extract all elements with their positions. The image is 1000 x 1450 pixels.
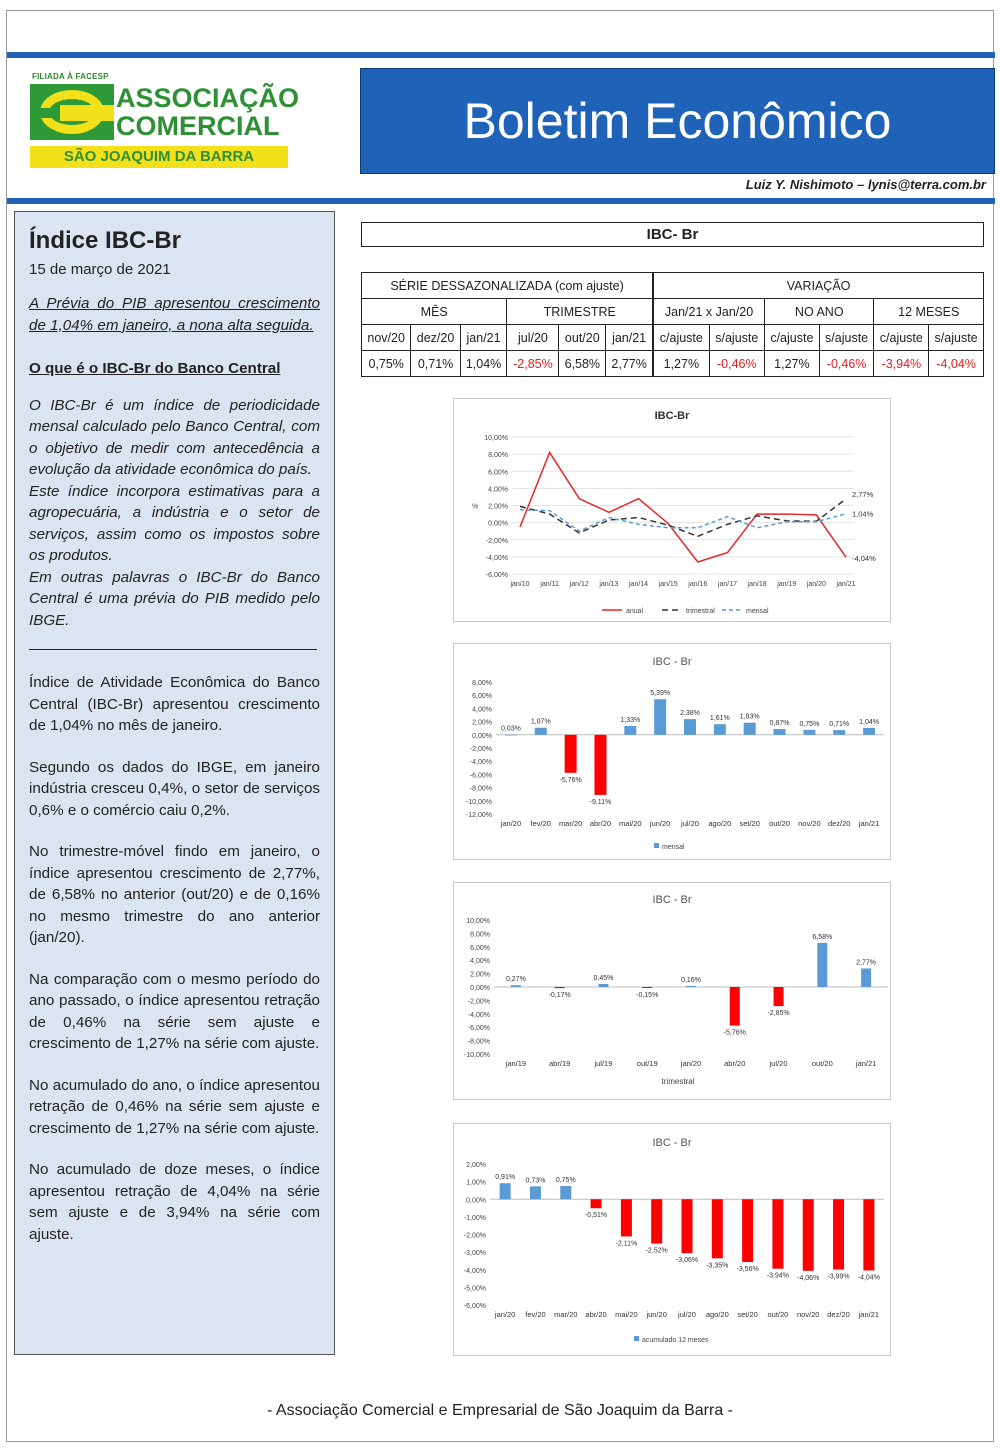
article-subhead: O que é o IBC-Br do Banco Central (29, 360, 281, 377)
bar (772, 1199, 783, 1268)
x-tick-label: dez/20 (827, 819, 851, 828)
bar (833, 730, 845, 735)
y-tick-label: 2,00% (470, 971, 490, 979)
table-cell: -2,85% (507, 351, 559, 377)
logo-city: SÃO JOAQUIM DA BARRA (30, 146, 288, 168)
chart-line-ibc (453, 398, 891, 622)
table-cell: -0,46% (819, 351, 874, 377)
y-tick-label: -6,00% (463, 1303, 486, 1310)
body-paragraph: No acumulado de doze meses, o índice apresentou retração de 4,04% na série sem ajuste e de 3,94% na série com ajuste. (29, 1161, 320, 1243)
data-label: -2,11% (615, 1240, 638, 1248)
table-column-header: s/ajuste (929, 325, 984, 351)
x-tick-label: jan/16 (688, 581, 708, 588)
y-tick-label: 4,00% (472, 706, 492, 714)
y-tick-label: -2,00% (469, 746, 492, 753)
table-column-header: out/20 (559, 325, 606, 351)
x-tick-label: mai/20 (615, 1310, 638, 1319)
y-tick-label: -2,00% (485, 537, 508, 545)
y-tick-label: -3,00% (463, 1250, 486, 1258)
table-cell: -4,04% (929, 351, 984, 377)
y-tick-label: -2,00% (467, 998, 490, 1006)
author-line: Luiz Y. Nishimoto – lynis@terra.com.br (745, 177, 986, 192)
x-tick-label: jan/13 (599, 581, 619, 588)
data-label: 0,45% (593, 974, 614, 982)
x-tick-label: ago/20 (708, 819, 732, 828)
bar (742, 1199, 753, 1262)
bottom-rule (7, 198, 995, 204)
table-column-header: jul/20 (507, 325, 559, 351)
bar-chart-svg (454, 1124, 890, 1355)
x-tick-label: jan/10 (510, 581, 530, 588)
bar (642, 987, 652, 988)
x-tick-label: fev/20 (525, 1310, 546, 1319)
table-cell: 1,27% (765, 351, 820, 377)
x-tick-label: jul/20 (769, 1059, 788, 1068)
data-label: 0,27% (505, 976, 526, 984)
article-sidebar (14, 211, 335, 1355)
bar (654, 699, 666, 735)
table-column-header: jan/21 (606, 325, 653, 351)
article-lead: A Prévia do PIB apresentou crescimento de 1,04% em janeiro, a nona alta seguida. (29, 295, 320, 334)
series-line-trimestral (520, 499, 846, 536)
table-subheader: MÊS (362, 299, 507, 325)
y-tick-label: 0,00% (470, 985, 490, 992)
x-tick-label: nov/20 (798, 819, 821, 828)
table-cell: 2,77% (606, 351, 653, 377)
data-label: 0,71% (829, 721, 850, 729)
article-title: Índice IBC-Br (29, 227, 182, 254)
table-subheader: 12 MESES (874, 299, 984, 325)
table-column-header: s/ajuste (709, 325, 764, 351)
table-column-headers (362, 325, 984, 351)
chart-bar-mensal (453, 643, 891, 860)
y-tick-label: -4,00% (463, 1267, 486, 1275)
x-tick-label: jan/21 (858, 819, 880, 828)
table-cell: -0,46% (709, 351, 764, 377)
body-paragraph: Índice de Atividade Econômica do Banco Central (IBC-Br) apresentou crescimento de 1,04% no mês de janeiro. (29, 674, 320, 734)
y-tick-label: -4,00% (469, 759, 492, 767)
x-tick-label: set/20 (737, 1310, 758, 1319)
y-tick-label: 2,00% (472, 719, 492, 727)
body-paragraph: No trimestre-móvel findo em janeiro, o índice apresentou crescimento de 2,77%, de 6,58% no anterior (out/20) e de 0,16% no mesmo trimestre do ano anterior (jan/20). (29, 843, 320, 946)
ibc-summary-table (361, 272, 984, 377)
table-cell: 6,58% (559, 351, 606, 377)
y-tick-label: 2,00% (466, 1162, 486, 1169)
article-date: 15 de março de 2021 (29, 261, 171, 278)
data-label: -3,06% (675, 1257, 699, 1265)
table-cell: 0,75% (362, 351, 411, 377)
chart-bar-12meses (453, 1123, 891, 1356)
line-chart-svg (454, 399, 890, 621)
legend-label: mensal (662, 844, 685, 851)
bar (730, 987, 740, 1026)
data-label: -3,94% (766, 1272, 790, 1280)
bar (684, 719, 696, 735)
data-label: 6,58% (812, 933, 833, 941)
data-label: 1,83% (739, 713, 760, 721)
bar (686, 986, 696, 987)
bar (598, 984, 608, 987)
bar (833, 1199, 844, 1269)
x-tick-label: jul/20 (681, 819, 699, 828)
x-tick-label: out/19 (636, 1059, 658, 1068)
x-tick-label: jan/21 (858, 1310, 880, 1319)
y-tick-label: -5,00% (463, 1285, 486, 1293)
data-label: -3,56% (736, 1265, 759, 1273)
definition-paragraph: O IBC-Br é um índice de periodicidade mensal calculado pelo Banco Central, com o objetivo de medir com antecedência a evolução da atividade econômica do país. (29, 396, 320, 478)
bar (505, 735, 517, 736)
bar (594, 735, 606, 795)
chart-title: IBC-Br (654, 410, 690, 422)
bar (774, 987, 784, 1006)
data-label: -5,76% (559, 776, 582, 784)
data-label: 2,77% (852, 489, 874, 499)
x-tick-label: out/20 (769, 819, 790, 828)
x-tick-label: jul/19 (594, 1059, 613, 1068)
x-tick-label: abr/20 (589, 819, 612, 828)
y-tick-label: -2,00% (463, 1232, 486, 1240)
table-group-header: SÉRIE DESSAZONALIZADA (com ajuste) (362, 273, 654, 299)
table-cell: -3,94% (874, 351, 929, 377)
x-tick-label: jun/20 (646, 1310, 667, 1319)
y-tick-label: 1,00% (466, 1179, 486, 1187)
x-tick-label: jan/15 (658, 581, 678, 588)
chart-title: IBC - Br (652, 894, 692, 906)
x-tick-label: jan/18 (747, 581, 767, 588)
data-label: 0,03% (500, 725, 521, 733)
y-tick-label: 10,00% (484, 435, 508, 442)
association-logo (30, 72, 300, 168)
y-tick-label: 6,00% (488, 469, 508, 477)
bar (861, 968, 871, 987)
x-tick-label: mai/20 (619, 819, 642, 828)
y-tick-label: 4,00% (488, 486, 508, 494)
y-tick-label: -1,00% (463, 1214, 486, 1222)
y-tick-label: 8,00% (470, 931, 490, 939)
legend-swatch (654, 843, 659, 848)
data-label: 2,77% (856, 959, 877, 967)
data-label: 1,61% (709, 715, 730, 723)
y-tick-label: -6,00% (467, 1025, 490, 1033)
data-label: -0,15% (636, 992, 659, 1000)
data-label: 0,91% (495, 1174, 516, 1182)
x-tick-label: mar/20 (554, 1310, 578, 1319)
x-tick-label: jun/20 (649, 819, 671, 828)
x-tick-label: jan/21 (855, 1059, 877, 1068)
data-label: -5,76% (723, 1029, 746, 1037)
data-label: 0,75% (555, 1177, 576, 1185)
legend-label: anual (626, 608, 644, 615)
bar (500, 1183, 511, 1199)
bar (624, 726, 636, 735)
bar (774, 729, 786, 735)
table-cell: 1,27% (653, 351, 709, 377)
data-label: 5,39% (650, 690, 671, 698)
bar (651, 1199, 662, 1243)
data-label: -3,99% (827, 1273, 850, 1281)
logo-mark-icon (30, 84, 114, 140)
bar (555, 987, 565, 988)
y-tick-label: 0,00% (488, 520, 508, 528)
y-tick-label: -4,00% (467, 1011, 490, 1019)
x-tick-label: jan/20 (494, 1310, 516, 1319)
data-label: 2,38% (680, 710, 700, 718)
y-tick-label: -6,00% (485, 572, 508, 579)
footer-text: - Associação Comercial e Empresarial de São Joaquim da Barra - (267, 1402, 733, 1419)
data-label: -0,17% (548, 992, 571, 1000)
table-cell: 0,71% (411, 351, 460, 377)
y-axis-label: % (472, 503, 479, 511)
legend-label: trimestral (686, 608, 715, 615)
bar (530, 1186, 541, 1199)
y-tick-label: 10,00% (466, 918, 490, 925)
x-tick-label: jul/20 (678, 1310, 696, 1319)
bar (863, 1199, 874, 1270)
logo-line-1: ASSOCIAÇÃO (116, 83, 300, 113)
x-tick-label: out/20 (767, 1310, 789, 1319)
y-tick-label: 8,00% (488, 452, 508, 460)
x-tick-label: jan/21 (836, 581, 856, 588)
x-tick-label: jan/20 (500, 819, 522, 828)
table-column-header: c/ajuste (653, 325, 709, 351)
bar (682, 1199, 693, 1253)
data-label: -4,04% (852, 554, 876, 564)
y-tick-label: -10,00% (463, 1052, 490, 1059)
x-tick-label: set/20 (739, 819, 760, 828)
body-paragraph: No acumulado do ano, o índice apresentou retração de 0,46% na série sem ajuste e crescimento de 1,27% na série com ajuste. (29, 1076, 320, 1137)
table-column-header: nov/20 (362, 325, 411, 351)
data-label: 1,04% (859, 718, 880, 726)
bar (591, 1199, 602, 1208)
x-tick-label: jan/20 (680, 1059, 702, 1068)
x-tick-label: ago/20 (705, 1310, 729, 1319)
x-tick-label: jan/14 (629, 581, 649, 588)
table-subheader: NO ANO (765, 299, 874, 325)
data-label: 0,73% (525, 1177, 546, 1185)
y-tick-label: 6,00% (470, 944, 490, 952)
data-label: -4,06% (797, 1274, 820, 1282)
bar (621, 1199, 632, 1236)
chart-title: IBC - Br (652, 656, 692, 668)
x-tick-label: out/20 (811, 1059, 833, 1068)
x-tick-label: dez/20 (827, 1310, 850, 1319)
definition-paragraph: Em outras palavras o IBC-Br do Banco Central é uma prévia do PIB medido pelo IBGE. (29, 568, 320, 629)
x-tick-label: jan/19 (777, 581, 797, 588)
data-label: 1,04% (852, 509, 874, 519)
bar (714, 724, 726, 735)
bar (803, 1199, 814, 1271)
x-tick-label: abr/19 (549, 1059, 571, 1068)
data-label: 1,33% (620, 717, 641, 725)
body-paragraph: Segundo os dados do IBGE, em janeiro indústria cresceu 0,4%, o setor de serviços 0,6% e o comércio caiu 0,2%. (29, 758, 320, 819)
bar (535, 728, 547, 735)
table-cell: 1,04% (460, 351, 507, 377)
table-column-header: c/ajuste (765, 325, 820, 351)
x-tick-label: jan/20 (806, 581, 826, 588)
x-tick-label: jan/19 (505, 1059, 527, 1068)
chart-title: IBC - Br (652, 1137, 692, 1149)
legend-label: mensal (746, 608, 769, 615)
bar-chart-svg (454, 883, 890, 1099)
y-tick-label: 8,00% (472, 680, 492, 687)
y-tick-label: 0,00% (472, 732, 492, 740)
table-column-header: s/ajuste (819, 325, 874, 351)
y-tick-label: -12,00% (465, 812, 492, 819)
y-tick-label: -6,00% (469, 772, 492, 780)
table-column-header: c/ajuste (874, 325, 929, 351)
y-tick-label: 2,00% (488, 503, 508, 511)
legend-label: acumulado 12 meses (642, 1337, 709, 1344)
bar (560, 1186, 571, 1199)
y-tick-label: -10,00% (465, 798, 492, 806)
data-label: -0,51% (584, 1212, 608, 1220)
bar (511, 985, 521, 987)
bar-chart-svg (454, 644, 890, 859)
logo-line-2: COMERCIAL (116, 111, 280, 141)
data-label: 1,07% (530, 718, 551, 726)
y-tick-label: 0,00% (466, 1197, 486, 1205)
table-row (362, 351, 984, 377)
x-tick-label: jan/11 (540, 581, 559, 588)
data-label: -2,52% (645, 1247, 668, 1255)
ibc-section-header: IBC- Br (361, 222, 984, 247)
section-divider (29, 649, 317, 650)
y-tick-label: -4,00% (485, 554, 508, 562)
table-column-header: dez/20 (411, 325, 460, 351)
data-label: 0,16% (681, 976, 701, 984)
y-tick-label: -8,00% (469, 785, 492, 793)
data-label: -9,11% (589, 798, 612, 806)
bar (863, 728, 875, 735)
definition-paragraph: Este índice incorpora estimativas para a agropecuária, a indústria e o setor de serviços, assim como os impostos sobre os produtos. (29, 482, 320, 564)
bar (744, 723, 756, 735)
table-group-header: VARIAÇÃO (653, 273, 983, 299)
table-column-header: jan/21 (460, 325, 507, 351)
bar (817, 943, 827, 987)
y-tick-label: 6,00% (472, 693, 492, 701)
body-paragraph: Na comparação com o mesmo período do ano passado, o índice apresentou retração de 0,46% na série sem ajuste e crescimento de 1,27% na série com ajuste. (29, 970, 320, 1052)
data-label: 0,87% (769, 720, 790, 728)
bar (712, 1199, 723, 1258)
data-label: -3,35% (706, 1262, 729, 1270)
top-rule (7, 52, 995, 58)
y-tick-label: -8,00% (467, 1038, 490, 1046)
x-tick-label: jan/17 (717, 581, 737, 588)
data-label: -4,04% (857, 1274, 880, 1282)
series-line-anual (520, 452, 846, 562)
legend-swatch (634, 1336, 639, 1341)
chart-bar-trimestral (453, 882, 891, 1100)
bar (565, 735, 577, 773)
bulletin-title: Boletim Econômico (360, 68, 995, 174)
table-subheader: TRIMESTRE (507, 299, 653, 325)
logo-affiliation: FILIADA À FACESP (32, 72, 109, 81)
data-label: 0,75% (799, 720, 820, 728)
y-tick-label: 4,00% (470, 958, 490, 966)
x-tick-label: fev/20 (530, 819, 551, 828)
x-tick-label: abr/20 (724, 1059, 746, 1068)
x-tick-label: nov/20 (796, 1310, 820, 1319)
data-label: -2,85% (767, 1010, 790, 1018)
bar (803, 730, 815, 735)
x-tick-label: mar/20 (558, 819, 583, 828)
x-axis-label: trimestral (661, 1077, 695, 1086)
x-tick-label: jan/12 (569, 581, 589, 588)
x-tick-label: abr/20 (585, 1310, 607, 1319)
table-subheader: Jan/21 x Jan/20 (653, 299, 764, 325)
